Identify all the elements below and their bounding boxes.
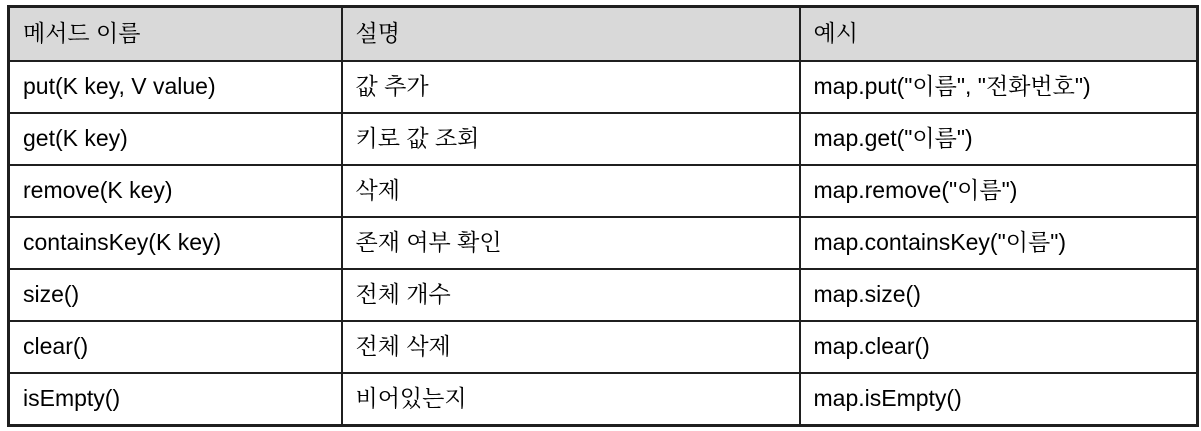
cell-method: isEmpty() [9, 373, 342, 425]
cell-method: put(K key, V value) [9, 61, 342, 113]
table-row [9, 269, 1198, 321]
cell-description: 전체 삭제 [342, 321, 800, 373]
cell-example: map.containsKey("이름") [800, 217, 1198, 269]
cell-example: map.size() [800, 269, 1198, 321]
cell-example: map.put("이름", "전화번호") [800, 61, 1198, 113]
cell-method: get(K key) [9, 113, 342, 165]
cell-example: map.clear() [800, 321, 1198, 373]
cell-description: 존재 여부 확인 [342, 217, 800, 269]
cell-method: containsKey(K key) [9, 217, 342, 269]
cell-description: 비어있는지 [342, 373, 800, 425]
cell-example: map.get("이름") [800, 113, 1198, 165]
header-row [9, 7, 1198, 62]
cell-description: 전체 개수 [342, 269, 800, 321]
cell-method: size() [9, 269, 342, 321]
cell-description: 삭제 [342, 165, 800, 217]
header-cell-description: 설명 [342, 7, 800, 62]
table-row [9, 217, 1198, 269]
cell-method: clear() [9, 321, 342, 373]
header-cell-example: 예시 [800, 7, 1198, 62]
table-header [9, 7, 1198, 62]
header-cell-method: 메서드 이름 [9, 7, 342, 62]
cell-example: map.remove("이름") [800, 165, 1198, 217]
table-row [9, 321, 1198, 373]
cell-description: 키로 값 조회 [342, 113, 800, 165]
table-row [9, 373, 1198, 425]
map-methods-table-container [7, 5, 1199, 427]
cell-example: map.isEmpty() [800, 373, 1198, 425]
cell-method: remove(K key) [9, 165, 342, 217]
table-row [9, 61, 1198, 113]
table-row [9, 165, 1198, 217]
table-row [9, 113, 1198, 165]
cell-description: 값 추가 [342, 61, 800, 113]
map-methods-table [7, 5, 1199, 427]
table-body [9, 61, 1198, 425]
